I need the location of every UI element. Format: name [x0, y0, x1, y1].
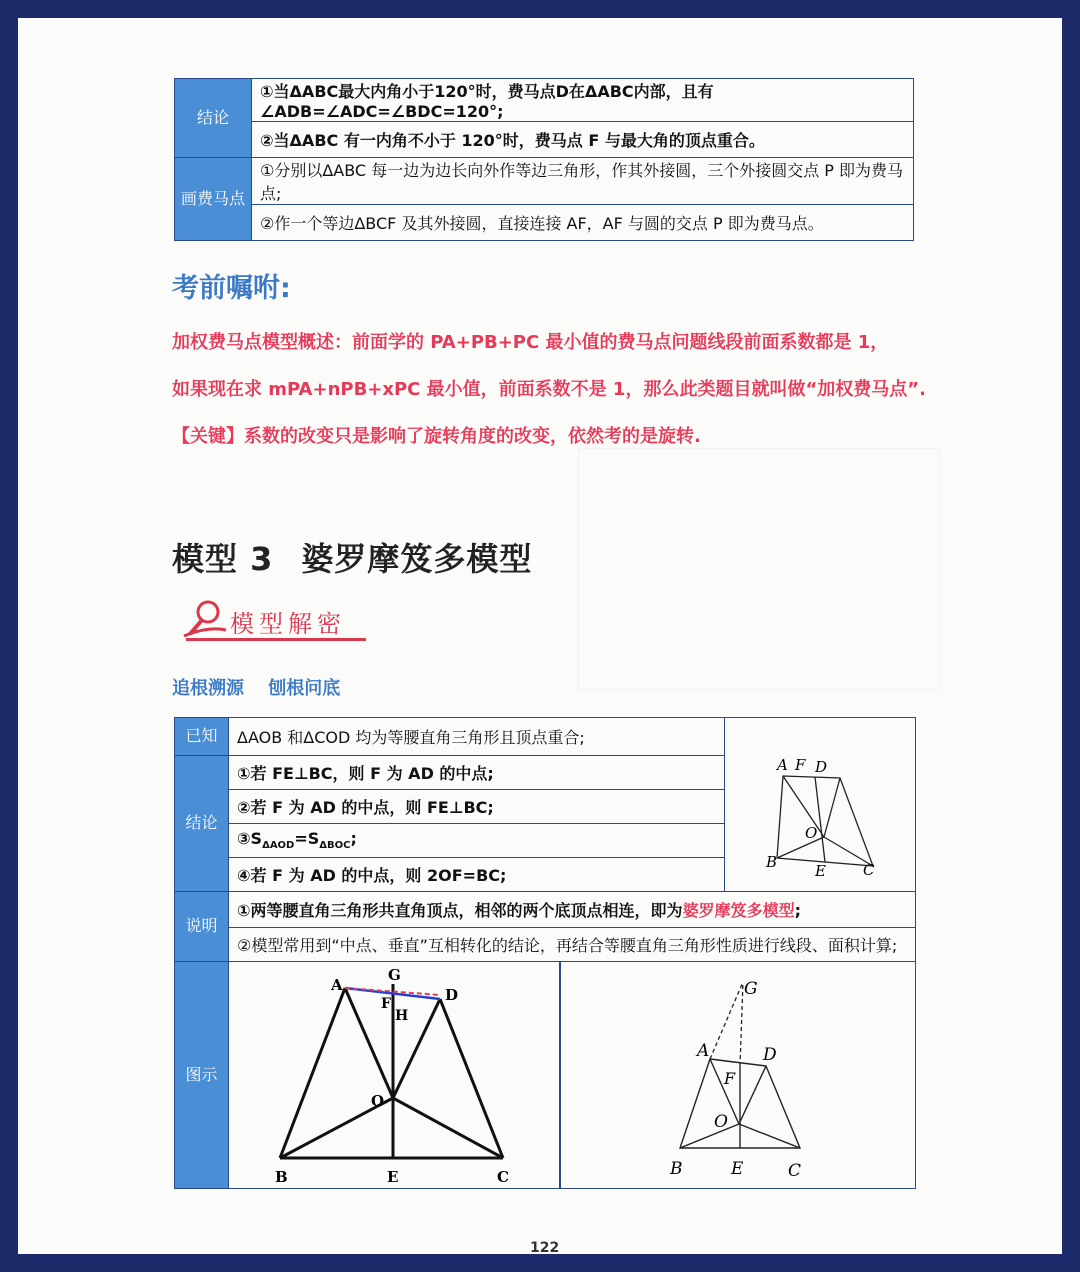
small-label-d: D: [815, 757, 828, 776]
draw-step-1: ①分别以ΔABC 每一边为边长向外作等边三角形，作其外接圆，三个外接圆交点 P 即为费马点;: [252, 158, 914, 205]
small-label-a: A: [777, 755, 788, 774]
figure-label: 图示: [175, 962, 229, 1189]
big-label-o: O: [371, 1092, 385, 1110]
brahmagupta-table: [174, 717, 916, 1189]
trace-subtitle: [172, 674, 358, 700]
small-label-e: E: [815, 861, 826, 880]
right-label-a: A: [697, 1041, 710, 1061]
big-label-g: G: [388, 966, 401, 984]
right-label-b: B: [670, 1159, 683, 1179]
bleed-through-ghost: [578, 448, 940, 690]
explain-1: [229, 892, 916, 928]
small-label-c: C: [863, 860, 875, 879]
known-text: ΔAOB 和ΔCOD 均为等腰直角三角形且顶点重合;: [229, 718, 725, 756]
explain-2: ②模型常用到“中点、垂直”互相转化的结论，再结合等腰直角三角形性质进行线段、面积计算;: [229, 928, 916, 962]
c3-sub1: ΔAOD: [262, 840, 295, 852]
reminder-line-3: 【关键】系数的改变只是影响了旋转角度的改变，依然考的是旋转.: [172, 426, 701, 447]
conclusion2-label: 结论: [175, 756, 229, 892]
reminder-line-1: 加权费马点模型概述：前面学的 PA+PB+PC 最小值的费马点问题线段前面系数都是 1，: [172, 332, 889, 353]
right-label-g: G: [744, 979, 758, 999]
right-label-d: D: [763, 1045, 777, 1065]
small-label-f: F: [795, 755, 806, 774]
big-label-d: D: [445, 986, 459, 1004]
explain-1-end: ;: [794, 901, 801, 920]
right-label-o: O: [714, 1112, 728, 1132]
big-label-e: E: [387, 1168, 399, 1186]
trace-2: 刨根问底: [268, 678, 341, 699]
conclusion2-3: [229, 824, 725, 858]
fermat-table: [174, 78, 914, 241]
explain-1-highlight: 婆罗摩笈多模型: [682, 901, 795, 920]
small-figure-cell: [725, 718, 916, 892]
c3-mid: =S: [294, 829, 320, 849]
model-secret-label: 模型解密: [230, 610, 346, 638]
conclusion-label: 结论: [175, 79, 252, 158]
big-label-f: F: [381, 996, 391, 1012]
right-label-f: F: [724, 1069, 736, 1088]
conclusion2-2: ②若 F 为 AD 的中点，则 FE⊥BC;: [229, 790, 725, 824]
model-number: 模型 3: [172, 540, 274, 578]
c3-suffix: ;: [350, 829, 357, 849]
big-label-h: H: [395, 1008, 409, 1024]
explain-1-text: ①两等腰直角三角形共直角顶点，相邻的两个底顶点相连，即为: [237, 901, 683, 920]
right-label-e: E: [731, 1159, 744, 1179]
small-label-b: B: [766, 852, 778, 871]
conclusion2-1: ①若 FE⊥BC，则 F 为 AD 的中点;: [229, 756, 725, 790]
big-label-c: C: [497, 1168, 509, 1186]
big-figure: [229, 962, 559, 1188]
page: [18, 18, 1062, 1254]
known-label: 已知: [175, 718, 229, 756]
conclusion2-4: ④若 F 为 AD 的中点，则 2OF=BC;: [229, 858, 725, 892]
page-number: 122: [530, 1240, 560, 1256]
right-label-c: C: [788, 1161, 802, 1181]
c3-prefix: ③S: [237, 829, 263, 849]
draw-step-2: ②作一个等边ΔBCF 及其外接圆，直接连接 AF，AF 与圆的交点 P 即为费马点。: [252, 205, 914, 241]
small-label-o: O: [805, 823, 818, 842]
big-label-a: A: [331, 976, 343, 994]
figure-cell: [229, 962, 916, 1189]
model-heading: [172, 534, 532, 580]
conclusion-1: ①当ΔABC最大内角小于120°时，费马点D在ΔABC内部，且有∠ADB=∠ADC=∠BDC=120°;: [252, 79, 914, 122]
secret-underline: [186, 638, 366, 641]
draw-fermat-label: 画费马点: [175, 158, 252, 241]
big-label-b: B: [275, 1168, 288, 1186]
small-figure: [745, 738, 895, 880]
conclusion-2: ②当ΔABC 有一内角不小于 120°时，费马点 F 与最大角的顶点重合。: [252, 122, 914, 158]
trace-1: 追根溯源: [172, 678, 244, 699]
explain-label: 说明: [175, 892, 229, 962]
reminder-line-2: 如果现在求 mPA+nPB+xPC 最小值，前面系数不是 1，那么此类题目就叫做“加权费马点”.: [172, 379, 926, 400]
model-name: 婆罗摩笈多模型: [301, 540, 533, 578]
model-secret-banner: [178, 596, 378, 646]
right-figure: [560, 962, 916, 1188]
reminder-title: 考前嘱咐:: [172, 273, 291, 304]
c3-sub2: ΔBOC: [319, 840, 351, 852]
